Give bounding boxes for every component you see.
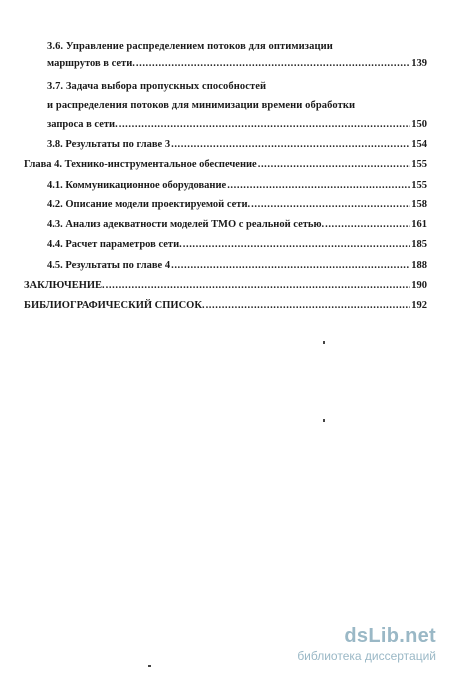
toc-entry-3-7-line2: и распределения потоков для минимизации времени обработки xyxy=(47,100,356,111)
toc-page-number: 188 xyxy=(411,260,427,271)
dot-leader xyxy=(119,118,411,131)
toc-entry-title: 4.5. Результаты по главе 4 xyxy=(47,260,171,271)
toc-entry-title: 4.1. Коммуникационное оборудование xyxy=(47,180,227,191)
dot-leader xyxy=(183,238,411,251)
toc-entry-4-3[interactable] xyxy=(47,218,427,231)
dot-leader xyxy=(171,259,410,272)
dot-leader xyxy=(325,218,410,231)
dot-leader xyxy=(106,279,411,292)
toc-page-number: 155 xyxy=(411,159,427,170)
toc-page-number: 192 xyxy=(411,300,427,311)
toc-entry-title: 4.3. Анализ адекватности моделей ТМО с реальной сетью. xyxy=(47,219,325,230)
scan-speck xyxy=(148,665,151,667)
toc-entry-4-2[interactable] xyxy=(47,198,427,211)
toc-entry-title: 4.4. Расчет параметров сети. xyxy=(47,239,182,250)
toc-page-number: 154 xyxy=(411,139,427,150)
toc-entry-3-6-line1: 3.6. Управление распределением потоков для оптимизации xyxy=(47,41,333,52)
toc-conclusion[interactable] xyxy=(24,279,427,292)
dot-leader xyxy=(206,299,411,312)
toc-entry-3-8[interactable] xyxy=(47,138,427,151)
toc-entry-3-7[interactable] xyxy=(47,118,427,131)
toc-entry-3-7-line3: запроса в сети. xyxy=(47,119,118,130)
dot-leader xyxy=(251,198,410,211)
dot-leader xyxy=(227,179,410,192)
toc-entry-title: БИБЛИОГРАФИЧЕСКИЙ СПИСОК. xyxy=(24,300,205,311)
toc-page-number: 190 xyxy=(411,280,427,291)
scan-speck xyxy=(323,419,325,422)
watermark-subtitle: библиотека диссертаций xyxy=(297,649,436,663)
toc-entry-4-4[interactable] xyxy=(47,238,427,251)
toc-entry-title: ЗАКЛЮЧЕНИЕ. xyxy=(24,280,105,291)
dot-leader xyxy=(136,57,410,70)
toc-chapter-4[interactable] xyxy=(24,158,427,171)
toc-chapter-title: Глава 4. Технико-инструментальное обеспечение xyxy=(24,159,257,170)
scan-speck xyxy=(323,341,325,344)
toc-page-number: 150 xyxy=(411,119,427,130)
toc-entry-3-6-line2: маршрутов в сети. xyxy=(47,58,135,69)
toc-page-number: 185 xyxy=(411,239,427,250)
toc-entry-title: 4.2. Описание модели проектируемой сети. xyxy=(47,199,251,210)
toc-bibliography[interactable] xyxy=(24,299,427,312)
dot-leader xyxy=(171,138,410,151)
toc-page-number: 139 xyxy=(411,58,427,69)
toc-entry-4-5[interactable] xyxy=(47,259,427,272)
toc-page-number: 161 xyxy=(411,219,427,230)
toc-entry-3-7-line1: 3.7. Задача выбора пропускных способностей xyxy=(47,81,267,92)
toc-page-number: 155 xyxy=(411,180,427,191)
dot-leader xyxy=(258,158,411,171)
toc-entry-4-1[interactable] xyxy=(47,179,427,192)
watermark-logo: dsLib.net xyxy=(344,625,436,647)
watermark xyxy=(297,625,436,663)
toc-page-number: 158 xyxy=(411,199,427,210)
toc-entry-title: 3.8. Результаты по главе 3 xyxy=(47,139,171,150)
toc-entry-3-6[interactable] xyxy=(47,57,427,70)
